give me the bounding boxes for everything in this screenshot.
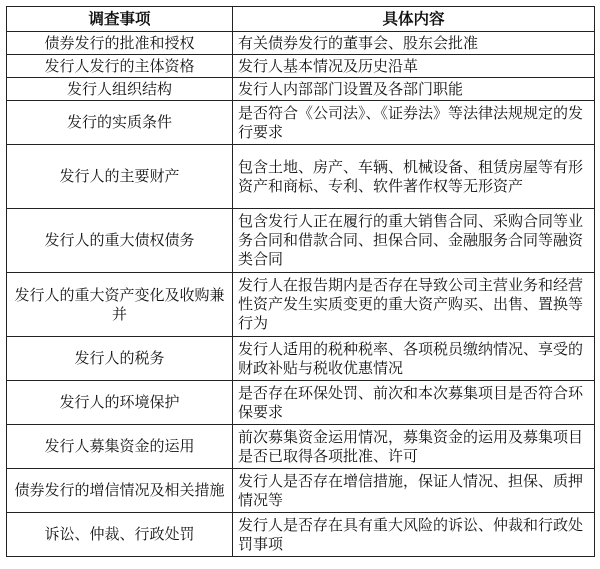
content-cell: 包含土地、房产、车辆、机械设备、租赁房屋等有形资产和商标、专利、软件著作权等无形资产: [233, 145, 595, 209]
table-row: [7, 513, 595, 557]
header-specific-content: 具体内容: [233, 7, 595, 32]
content-cell: 发行人在报告期内是否存在导致公司主营业务和经营性资产发生实质变更的重大资产购买、出售、置换等行为: [233, 273, 595, 337]
item-cell: 发行人的重大债权债务: [7, 209, 233, 273]
table-row: [7, 101, 595, 145]
table-row: [7, 78, 595, 101]
table-row: [7, 425, 595, 469]
content-cell: 发行人内部部门设置及各部门职能: [233, 78, 595, 101]
content-cell: 包含发行人正在履行的重大销售合同、采购合同等业务合同和借款合同、担保合同、金融服务合同等融资类合同: [233, 209, 595, 273]
item-cell: 发行的实质条件: [7, 101, 233, 145]
content-cell: 发行人适用的税种税率、各项税员缴纳情况、享受的财政补贴与税收优惠情况: [233, 337, 595, 381]
table-row: [7, 55, 595, 78]
header-investigation-item: 调查事项: [7, 7, 233, 32]
table-row: [7, 209, 595, 273]
item-cell: 债券发行的批准和授权: [7, 32, 233, 55]
content-cell: 是否存在环保处罚、前次和本次募集项目是否符合环保要求: [233, 381, 595, 425]
item-cell: 发行人的重大资产变化及收购兼并: [7, 273, 233, 337]
table-row: [7, 337, 595, 381]
item-cell: 发行人组织结构: [7, 78, 233, 101]
item-cell: 发行人的环境保护: [7, 381, 233, 425]
item-cell: 发行人的主要财产: [7, 145, 233, 209]
item-cell: 诉讼、仲裁、行政处罚: [7, 513, 233, 557]
item-cell: 发行人募集资金的运用: [7, 425, 233, 469]
content-cell: 发行人基本情况及历史沿革: [233, 55, 595, 78]
table-row: [7, 273, 595, 337]
due-diligence-table: [6, 6, 595, 557]
content-cell: 前次募集资金运用情况，募集资金的运用及募集项目是否已取得各项批准、许可: [233, 425, 595, 469]
table-row: [7, 32, 595, 55]
content-cell: 发行人是否存在增信措施，保证人情况、担保、质押情况等: [233, 469, 595, 513]
item-cell: 发行人发行的主体资格: [7, 55, 233, 78]
due-diligence-table-container: [6, 6, 594, 557]
item-cell: 债券发行的增信情况及相关措施: [7, 469, 233, 513]
item-cell: 发行人的税务: [7, 337, 233, 381]
table-row: [7, 469, 595, 513]
table-row: [7, 145, 595, 209]
table-row: [7, 381, 595, 425]
content-cell: 是否符合《公司法》、《证券法》等法律法规规定的发行要求: [233, 101, 595, 145]
content-cell: 发行人是否存在具有重大风险的诉讼、仲裁和行政处罚事项: [233, 513, 595, 557]
table-header-row: [7, 7, 595, 32]
content-cell: 有关债券发行的董事会、股东会批准: [233, 32, 595, 55]
